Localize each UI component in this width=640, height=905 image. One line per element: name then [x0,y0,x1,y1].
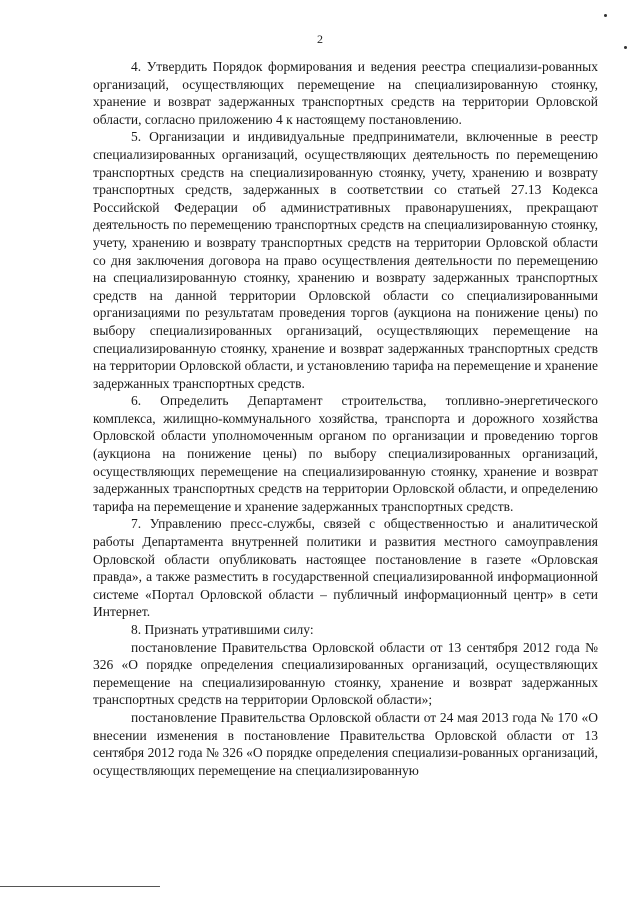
footer-rule [0,886,160,887]
paragraph-4: 4. Утвердить Порядок формирования и ведения реестра специализи-рованных организаций, осуществляющих перемещение на специализированную стоянку, хранение и возврат задержанных транспортных средств на территории Орловской области, согласно приложению 4 к настоящему постановлению. [93,59,598,127]
paragraph-8: 8. Признать утратившими силу: [131,622,314,637]
page-number: 2 [317,32,323,46]
scan-speck [604,14,607,17]
paragraph-5: 5. Организации и индивидуальные предприниматели, включенные в реестр специализированных организаций, осуществляющих деятельность по перемещению транспортных средств на специализированную стоянку, учету, хранению и возврату транспортных средств, задержанных в соответствии со статьей 27.13 Кодекса Российской Федерации об административных правонарушениях, прекращают деятельность по перемещению транспортных средств на специализированную стоянку, учету, хранению и возврату транспортных средств на территории Орловской области со дня заключения договора на право осуществления деятельности по перемещению на специализированную стоянку, хранению и возврату задержанных транспортных средств на данной территории Орловской области со специализированными организациями по результатам проведения торгов (аукциона на понижение цены) по выбору специализированных организаций, осуществляющих перемещение на специализированную стоянку, хранение и возврат задержанных транспортных средств на территории Орловской области, и установлению тарифа на перемещение и хранение задержанных транспортных средств. [93,129,598,391]
repealed-act-2: постановление Правительства Орловской области от 24 мая 2013 года № 170 «О внесении изменения в постановление Правительства Орловской области от 13 сентября 2012 года № 326 «О порядке определения специализи-рованных организаций, осуществляющих перемещение на специализированную [93,709,598,778]
document-body [93,58,598,779]
scan-speck [624,46,627,49]
paragraph-7: 7. Управлению пресс-службы, связей с общественностью и аналитической работы Департамента внутренней политики и развития местного самоуправления Орловской области опубликовать настоящее постановление в газете «Орловская правда», а также разместить в государственной специализированной информационной системе «Портал Орловской области – публичный информационный центр» в сети Интернет. [93,516,598,620]
paragraph-6: 6. Определить Департамент строительства, топливно-энергетического комплекса, жилищно-коммунального хозяйства, транспорта и дорожного хозяйства Орловской области уполномоченным органом по организации и проведению торгов (аукциона на понижение цены) по выбору специализированных организаций, осуществляющих перемещение на специализированную стоянку, хранение и возврат задержанных транспортных средств на территории Орловской области, и определению тарифа на перемещение и хранение задержанных транспортных средств. [93,393,598,514]
repealed-act-1: постановление Правительства Орловской области от 13 сентября 2012 года № 326 «О порядке определения специализированных организаций, осуществляющих перемещение на специализированную стоянку, хранение и возврат задержанных транспортных средств на территории Орловской области»; [93,639,598,708]
